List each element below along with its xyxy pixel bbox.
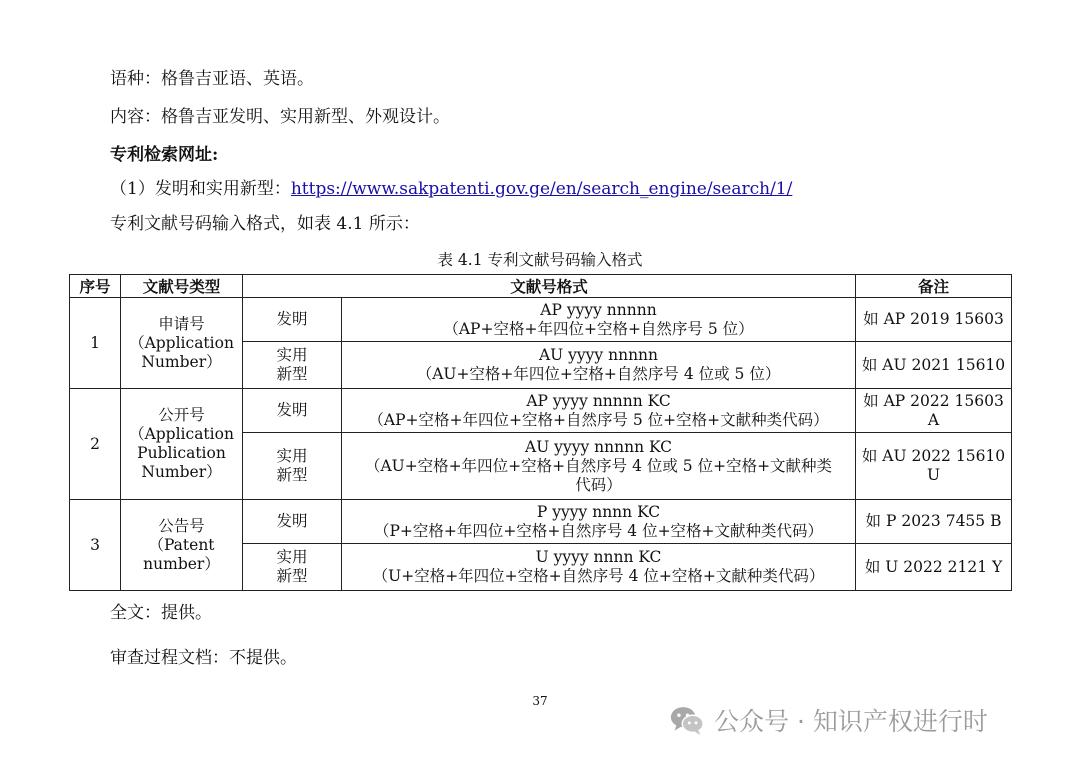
cell-note — [856, 342, 1012, 389]
cell-kind-line: 新型 — [276, 567, 308, 585]
doc-type-line: Number） — [141, 463, 222, 481]
format-table — [69, 274, 1012, 591]
table-row — [70, 298, 1012, 342]
header-format: 文献号格式 — [243, 275, 856, 298]
watermark — [668, 700, 988, 740]
header-note: 备注 — [856, 275, 1012, 298]
cell-note-line: A — [927, 410, 940, 429]
doc-type-line: 公告号 — [158, 516, 205, 535]
cell-kind-line: 新型 — [276, 466, 308, 484]
cell-format-line: AP yyyy nnnnn KC — [526, 391, 671, 410]
cell-format — [342, 544, 856, 591]
seq-no-text: 3 — [90, 535, 100, 554]
cell-format — [342, 342, 856, 389]
cell-format-line: （P+空格+年四位+空格+自然序号 4 位+空格+文献种类代码） — [373, 521, 824, 540]
cell-format — [342, 298, 856, 342]
page-number: 37 — [532, 694, 548, 708]
cell-note-line: 如 U 2022 2121 Y — [864, 557, 1003, 576]
cell-format-line: 代码） — [575, 475, 622, 494]
cell-format-line: （U+空格+年四位+空格+自然序号 4 位+空格+文献种类代码） — [372, 567, 825, 585]
cell-kind-line: 发明 — [276, 512, 308, 530]
language-line: 语种：格鲁吉亚语、英语。 — [110, 69, 314, 89]
doc-type-line: Publication — [137, 444, 226, 462]
table-row — [70, 389, 1012, 433]
examination-docs-line: 审查过程文档：不提供。 — [110, 648, 297, 668]
cell-format-line: （AU+空格+年四位+空格+自然序号 4 位或 5 位） — [416, 365, 781, 383]
sakpatenti-link[interactable]: https://www.sakpatenti.gov.ge/en/search_engine/search/1/ — [290, 179, 793, 199]
doc-type-line: （Patent — [148, 535, 215, 554]
header-type: 文献号类型 — [121, 275, 243, 298]
cell-note-line: 如 P 2023 7455 B — [865, 512, 1002, 530]
cell-kind-line: 发明 — [276, 310, 308, 328]
table-caption: 表 4.1 专利文献号码输入格式 — [437, 251, 643, 269]
cell-note — [856, 544, 1012, 591]
cell-format-line: AU yyyy nnnnn — [538, 346, 659, 364]
cell-format-line: （AP+空格+年四位+空格+自然序号 5 位+空格+文献种类代码） — [368, 410, 829, 429]
content-line: 内容：格鲁吉亚发明、实用新型、外观设计。 — [110, 107, 450, 127]
cell-format-line: U yyyy nnnn KC — [535, 548, 662, 566]
cell-kind-line: 实用 — [276, 346, 308, 364]
cell-note-line: 如 AU 2021 15610 — [861, 355, 1006, 374]
table-body — [70, 298, 1012, 591]
doc-type-line: 公开号 — [158, 406, 205, 424]
cell-seq-no — [70, 389, 121, 500]
cell-note-line: 如 AP 2019 15603 — [863, 310, 1004, 328]
table-header-row — [70, 275, 1012, 298]
cell-kind-line: 实用 — [276, 548, 308, 566]
cell-format-line: （AP+空格+年四位+空格+自然序号 5 位） — [443, 319, 754, 338]
doc-type-line: （Application — [129, 333, 234, 352]
cell-format — [342, 433, 856, 500]
cell-format-line: P yyyy nnnn KC — [536, 502, 661, 521]
cell-note-line: 如 AP 2022 15603 — [863, 391, 1004, 410]
header-no: 序号 — [70, 275, 121, 298]
cell-format-line: （AU+空格+年四位+空格+自然序号 4 位或 5 位+空格+文献种类 — [364, 456, 833, 475]
search-item-1 — [110, 178, 792, 200]
cell-kind — [243, 433, 342, 500]
cell-kind-line: 新型 — [276, 365, 308, 383]
fulltext-line: 全文：提供。 — [110, 603, 212, 623]
search-heading: 专利检索网址: — [110, 145, 219, 165]
cell-format-line: AU yyyy nnnnn KC — [525, 437, 673, 456]
cell-note — [856, 298, 1012, 342]
cell-kind — [243, 389, 342, 433]
cell-doc-type — [121, 500, 243, 591]
cell-note-line: 如 AU 2022 15610 — [861, 447, 1006, 465]
cell-note — [856, 433, 1012, 500]
doc-type-line: number） — [143, 554, 220, 573]
format-intro: 专利文献号码输入格式，如表 4.1 所示： — [110, 214, 420, 234]
cell-format-line: AP yyyy nnnnn — [540, 300, 657, 319]
cell-note-line: U — [926, 466, 941, 484]
cell-kind — [243, 544, 342, 591]
table-row — [70, 500, 1012, 544]
seq-no-text: 1 — [90, 333, 100, 352]
watermark-text: 公众号 · 知识产权进行时 — [714, 707, 988, 736]
doc-type-line: （Application — [129, 425, 234, 443]
cell-kind — [243, 500, 342, 544]
cell-kind-line: 发明 — [276, 401, 308, 419]
cell-seq-no — [70, 500, 121, 591]
cell-note — [856, 389, 1012, 433]
cell-kind — [243, 298, 342, 342]
cell-format — [342, 500, 856, 544]
wechat-icon — [668, 701, 706, 739]
cell-format — [342, 389, 856, 433]
cell-doc-type — [121, 298, 243, 389]
doc-type-line: Number） — [141, 352, 222, 371]
cell-kind — [243, 342, 342, 389]
cell-note — [856, 500, 1012, 544]
cell-doc-type — [121, 389, 243, 500]
seq-no-text: 2 — [90, 434, 100, 453]
cell-seq-no — [70, 298, 121, 389]
cell-kind-line: 实用 — [276, 447, 308, 465]
doc-type-line: 申请号 — [158, 314, 205, 333]
search-item-1-label: （1）发明和实用新型： — [110, 179, 291, 199]
